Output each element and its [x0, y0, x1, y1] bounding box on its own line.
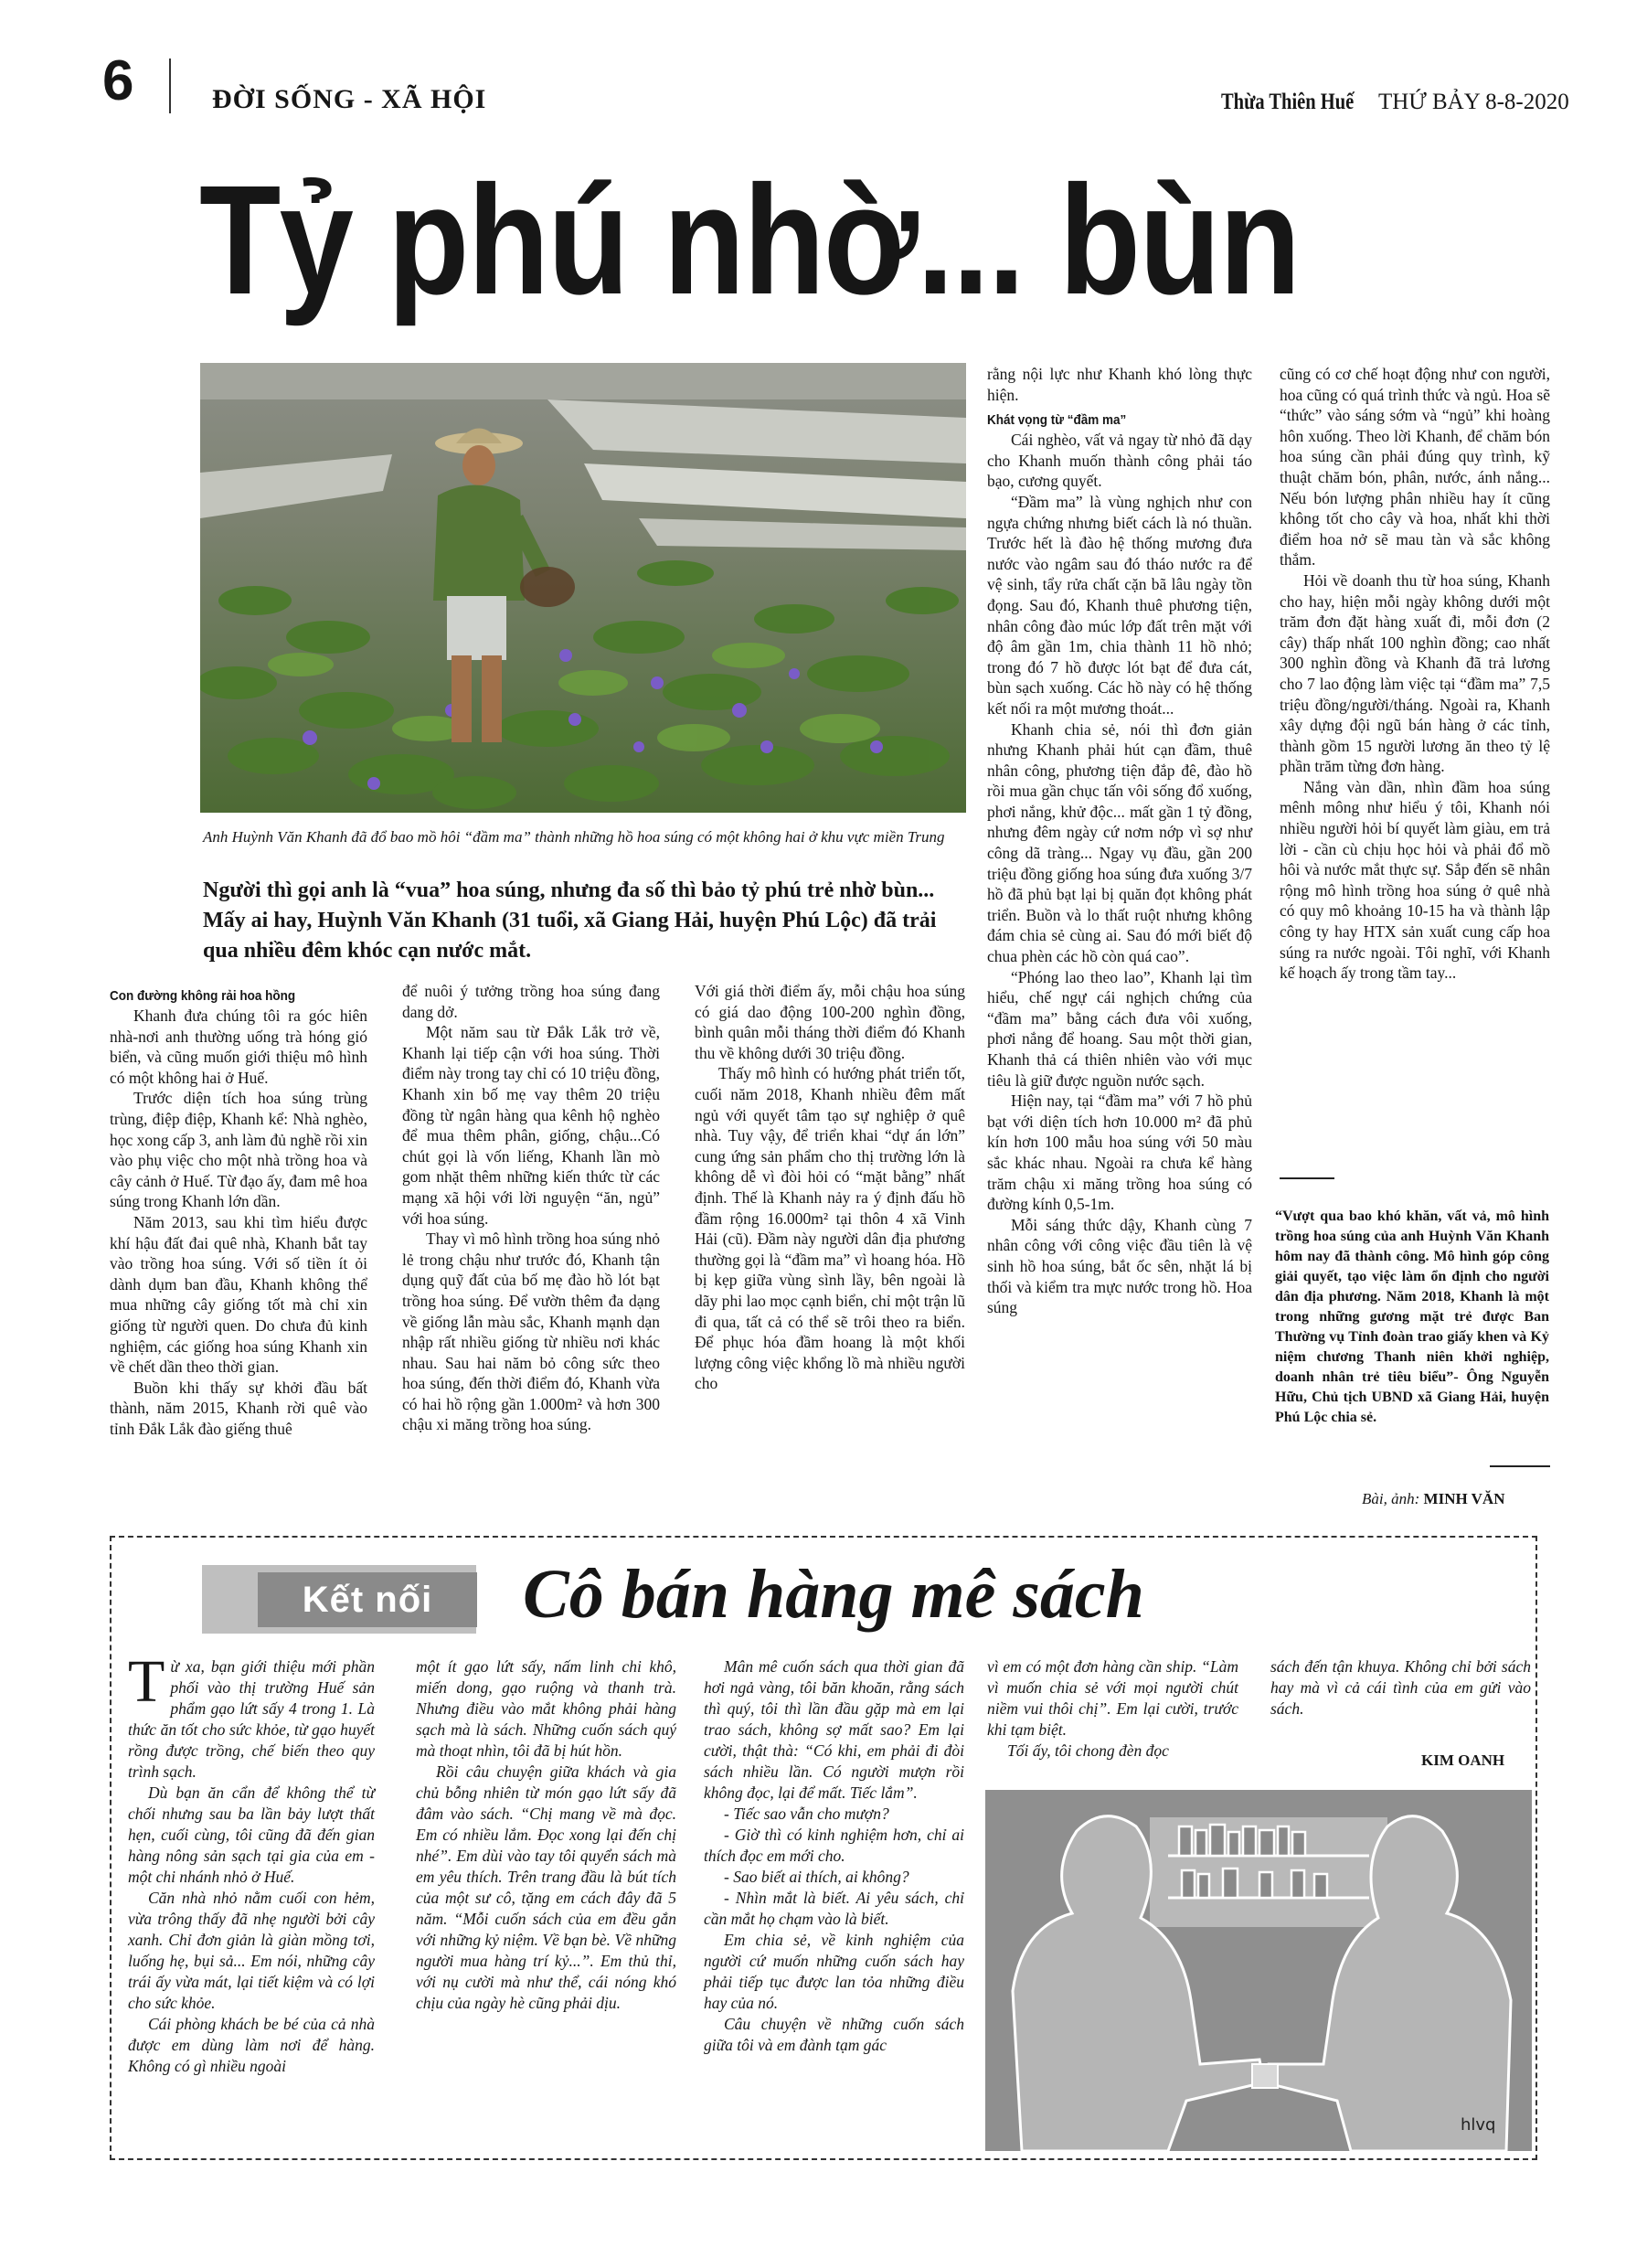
paragraph: Hiện nay, tại “đầm ma” với 7 hồ phủ bạt với diện tích hơn 10.000 m² đã phủ kín hơn 100 mẫu hoa súng với 50 màu sắc khác nhau. Ngoài ra chưa kể hàng trăm chậu xi măng trồng hoa súng có đường kính 0,5-1m. — [987, 1091, 1252, 1214]
issue-date: THỨ BẢY 8-8-2020 — [1378, 90, 1569, 114]
paragraph: - Tiếc sao vẫn cho mượn? — [724, 1805, 889, 1823]
paragraph: Hỏi về doanh thu từ hoa súng, Khanh cho hay, hiện mỗi ngày không dưới một trăm đơn đặt hàng xuất đi, mỗi đơn (2 cây) thấp nhất 100 nghìn đồng; cao nhất 300 nghìn đồng và Khanh đã trả lương cho 7 lao động làm việc tại “đầm ma” 7,5 triệu đồng/người/tháng. Ngoài ra, Khanh xây dựng đội ngũ bán hàng ở các tỉnh, thành gồm 15 người lương ăn theo tỷ lệ phần trăm từng đơn hàng. — [1280, 570, 1550, 776]
subheading-2: Khát vọng từ “đầm ma” — [987, 412, 1127, 429]
box-column-1 — [128, 1648, 375, 2077]
box-column-2 — [416, 1656, 676, 2014]
article-lead: Người thì gọi anh là “vua” hoa súng, nhưng đa số thì bảo tỷ phú trẻ nhờ bùn... Mấy ai hay, Huỳnh Văn Khanh (31 tuổi, xã Giang Hải, huyện Phú Lộc) đã trải qua nhiều đêm khóc cạn nước mắt. — [203, 878, 937, 963]
paragraph: Mỗi sáng thức dậy, Khanh cùng 7 nhân công với công việc đầu tiên là vệ sinh hồ hoa súng, bắt ốc sên, nhặt lá bị thối và kiểm tra mực nước trong hồ. Hoa súng — [987, 1215, 1252, 1317]
article-column-5 — [1280, 364, 1550, 984]
article-column-2 — [402, 981, 660, 1435]
paragraph: Mân mê cuốn sách qua thời gian đã hơi ngả vàng, tôi băn khoăn, rằng sách thì quý, tôi thì lần đầu gặp mà em lại trao sách, không sợ mất sao? Em lại cười, thật thà: “Có khi, em phải đi đòi sách nhiều lần. Có người mượn rồi không đọc, lại để mất. Tiếc lắm”. — [704, 1657, 964, 1802]
paragraph: “Đầm ma” là vùng nghịch như con ngựa chứng nhưng biết cách là nó thuần. Trước hết là đào hệ thống mương đưa nước vào ngâm sau đó tháo nước ra để vệ sinh, tẩy rửa chất cặn bã lâu ngày tồn đọng. Sau đó, Khanh thuê phương tiện, nhân công đào múc lớp đất trên mặt với độ âm gần 1m, chia thành 11 hồ nhỏ; trong đó 7 hồ được lót bạt để đưa cát, bùn sạch xuống. Các hồ này có hệ thống kết nối ra một mương thoát... — [987, 492, 1252, 718]
section-title: ĐỜI SỐNG - XÃ HỘI — [212, 84, 487, 114]
headline: Tỷ phú nhờ... bùn — [199, 154, 1300, 327]
byline-author: MINH VĂN — [1423, 1490, 1505, 1507]
paragraph: rằng nội lực như Khanh khó lòng thực hiện. — [987, 365, 1252, 404]
paragraph: sách đến tận khuya. Không chỉ bởi sách hay mà vì cả cái tình của em gửi vào sách. — [1270, 1657, 1531, 1718]
paragraph: Căn nhà nhỏ nằm cuối con hẻm, vừa trông thấy đã nhẹ người bởi cây xanh. Chỉ đơn giản là giàn mồng tơi, luống hẹ, bụi sả... Em nói, những cây trái ấy vừa mát, lại tiết kiệm và có lợi cho sức khỏe. — [128, 1889, 375, 2012]
illustration-book-exchange — [985, 1790, 1532, 2151]
paragraph: Thấy mô hình có hướng phát triển tốt, cuối năm 2018, Khanh nhiều đêm mất ngủ với quyết tâm tạo sự nghiệp ở quê nhà. Tuy vậy, để triển khai “dự án lớn” cung ứng sản phẩm cho thị trường lớn là không dễ vì đòi hỏi có “mặt bằng” nhất định. Thế là Khanh nảy ra ý định đấu hồ đầm rộng 16.000m² tại thôn 4 xã Vinh Hải (cũ). Đầm này người dân địa phương thường gọi là “đầm ma” vì hoang hóa. Hồ bị kẹp giữa vùng sình lầy, bên ngoài là dãy phi lao mọc cạnh biển, chỉ một trận lũ đi qua, tất cả có thể sẽ trôi theo ra biển. Để phục hóa đầm hoang là một khối lượng công việc khổng lồ mà nhiều người cho — [695, 1064, 965, 1393]
illustration-signature: hlvq — [1461, 2115, 1496, 2135]
byline — [1362, 1490, 1504, 1508]
paragraph: Dù bạn ăn cẩn để không thể từ chối nhưng sau ba lần bảy lượt thất hẹn, cuối cùng, tôi cũng đã đến gian hàng nông sản sạch tại gia của em - một chi nhánh nhỏ ở Huế. — [128, 1784, 375, 1886]
subheading-1: Con đường không rải hoa hồng — [110, 988, 296, 1004]
paragraph: “Phóng lao theo lao”, Khanh lại tìm hiểu, chế ngự cái nghịch chứng của “đầm ma” bằng cách đưa vôi xuống, phơi nắng để hoang. Sau một thời gian, Khanh thả cá thiên nhiên vào với mục tiêu là giữ được nguồn nước sạch. — [987, 967, 1252, 1090]
article-column-4 — [987, 364, 1252, 1318]
box-author: KIM OANH — [1421, 1752, 1505, 1769]
paragraph: Thay vì mô hình trồng hoa súng nhỏ lẻ trong chậu như trước đó, Khanh tận dụng quỹ đất của bố mẹ đào hồ lót bạt trồng hoa súng. Để vườn thêm đa dạng về giống lẫn màu sắc, Khanh mạnh dạn nhập rất nhiều giống từ nhiều nơi khác nhau. Sau hai năm bỏ công sức theo hoa súng, đến thời điểm đó, Khanh vừa có hai hồ rộng gần 1.000m² và hơn 300 chậu xi măng trồng hoa súng. — [402, 1230, 660, 1434]
paragraph: Em chia sẻ, về kinh nghiệm của người cứ muốn những cuốn sách hay phải tiếp tục được lan tỏa những điều hay của nó. — [704, 1931, 964, 2012]
paragraph: Một năm sau từ Đắk Lắk trở về, Khanh lại tiếp cận với hoa súng. Thời điểm này trong tay chỉ có 10 triệu đồng, Khanh xin bố mẹ vay thêm 20 triệu đồng từ ngân hàng qua kênh hộ nghèo để mua thêm phân, giống, chậu...Có chút gọi là vốn liếng, Khanh lần mò gom nhặt thêm những kiến thức từ các mạng xã hội với lời nguyện “ăn, ngủ” với hoa súng. — [402, 1023, 660, 1228]
paragraph: Với giá thời điểm ấy, mỗi chậu hoa súng có giá dao động 100-200 nghìn đồng, bình quân mỗi tháng thời điểm đó Khanh thu về không dưới 30 triệu đồng. — [695, 982, 965, 1062]
box-column-4 — [987, 1656, 1238, 1762]
paragraph: Buồn khi thấy sự khởi đầu bất thành, năm 2015, Khanh rời quê vào tỉnh Đắk Lắk đào giếng thuê — [110, 1378, 367, 1438]
box-column-3 — [704, 1656, 964, 2056]
newspaper-brand: Thừa Thiên Huế — [1221, 90, 1355, 114]
byline-prefix: Bài, ảnh: — [1362, 1490, 1420, 1507]
paragraph: Nắng vàn dần, nhìn đầm hoa súng mênh mông như hiểu ý tôi, Khanh nói nhiều người hỏi bí quyết làm giàu, em trả lời - cần cù chịu học hỏi và phải đổ mồ hôi và nước mắt thực sự. Sắp đến sẽ nhân rộng mô hình trồng hoa súng ở quê nhà có quy mô khoảng 10-15 ha và thành lập công ty hay HTX sản xuất cung cấp hoa súng ra nước ngoài. Tôi nghĩ, với Khanh kế hoạch ấy trong tầm tay... — [1280, 777, 1550, 983]
paragraph — [128, 1648, 375, 1783]
paragraph: Rồi câu chuyện giữa khách và gia chủ bỗng nhiên từ món gạo lứt sấy đã đâm vào sách. “Chị mang về mà đọc. Em có nhiều lắm. Đọc xong lại đến chị nhé”. Em dùi vào tay tôi quyển sách mà em yêu thích. Trên trang đầu là bút tích của một sư cô, tặng em cách đây đã 5 năm. “Mỗi cuốn sách của em đều gắn với những kỷ niệm. Về bạn bè. Về những người mua hàng trí kỷ...”. Em thủ thỉ, với nụ cười mà như thể, cái nóng khó chịu của ngày hè cũng phải dịu. — [416, 1762, 676, 2012]
photo-illustration — [200, 363, 966, 813]
divider — [1280, 1177, 1334, 1179]
header-divider — [169, 59, 171, 113]
drop-cap: T — [128, 1648, 165, 1715]
pull-quote: “Vượt qua bao khó khăn, vất vả, mô hình trồng hoa súng của anh Huỳnh Văn Khanh hôm nay đã thành công. Mô hình góp công giải quyết, tạo việc làm ổn định cho người dân địa phương. Năm 2018, Khanh là một trong những gương mặt trẻ được Ban Thường vụ Tỉnh đoàn trao giấy khen và Kỷ niệm chương Thanh niên khởi nghiệp, doanh nhân trẻ tiêu biểu”- Ông Nguyễn Hữu, Chủ tịch UBND xã Giang Hải, huyện Phú Lộc chia sẻ. — [1275, 1209, 1549, 1425]
paragraph: Năm 2013, sau khi tìm hiểu được khí hậu đất đai quê nhà, Khanh bắt tay vào trồng hoa súng. Với số tiền ít ỏi dành dụm ban đầu, Khanh không thể mua những cây giống tốt mà chỉ xin giống từ người quen. Do chưa đủ kinh nghiệm, các giống hoa súng Khanh xin về chết dần theo thời gian. — [110, 1212, 367, 1377]
paragraph-text: ừ xa, bạn giới thiệu mới phần phối vào thị trường Huế sản phẩm gạo lứt sấy 4 trong 1. Là thức ăn tốt cho sức khỏe, từ gạo huyết rồng được trồng, chế biến theo quy trình sạch. — [128, 1657, 375, 1781]
paragraph: một ít gạo lứt sấy, nấm linh chi khô, miến dong, gạo ruộng và thanh trà. Nhưng điều vào mắt không phải hàng sạch mà là sách. Những cuốn sách quý mà thoạt nhìn, tôi đã bị hút hồn. — [416, 1657, 676, 1760]
article-column-3 — [695, 981, 965, 1394]
article-column-1 — [110, 988, 367, 1439]
paragraph: Câu chuyện về những cuốn sách giữa tôi và em đành tạm gác — [704, 2015, 964, 2054]
ket-noi-label: Kết nối — [258, 1572, 477, 1627]
paragraph: để nuôi ý tưởng trồng hoa súng đang dang dở. — [402, 982, 660, 1021]
paragraph: - Sao biết ai thích, ai không? — [724, 1868, 909, 1886]
paragraph: cũng có cơ chế hoạt động như con người, hoa cũng có quá trình thức và ngủ. Hoa sẽ “thức” vào sáng sớm và “ngủ” khi hoàng hôn xuống. Theo lời Khanh, để chăm bón hoa súng cần phải đúng quy trình, kỹ thuật chăm bón, phân, nước, ánh nắng... Nếu bón lượng phân nhiều hay ít cũng không tốt cho cây và hoa, nhất khi thời điểm hoa nở sẽ mau tàn và sắc không thắm. — [1280, 365, 1550, 570]
paragraph: Tối ấy, tôi chong đèn đọc — [1007, 1741, 1169, 1760]
page-number: 6 — [102, 49, 134, 112]
divider — [1490, 1465, 1550, 1467]
paragraph: Trước diện tích hoa súng trùng trùng, điệp điệp, Khanh kể: Nhà nghèo, học xong cấp 3, anh làm đủ nghề rồi xin vào phụ việc cho một nhà trồng hoa và cây cảnh ở Huế. Từ đạo ấy, đam mê hoa súng trong Khanh lớn dần. — [110, 1089, 367, 1211]
illustration-drawing — [985, 1790, 1532, 2151]
box-title: Cô bán hàng mê sách — [523, 1556, 1144, 1633]
paragraph: Khanh chia sẻ, nói thì đơn giản nhưng Khanh phải hút cạn đầm, thuê nhân công, phương tiện đắp đê, đào hồ rồi mua gần chục tấn vôi sống đổ xuống, phơi nắng, khử độc... mất gần 1 tỷ đồng, nhưng đêm ngày cứ nơm nớp vì sợ như công dã tràng... Ngay vụ đầu, gần 200 triệu đồng giống hoa súng đưa xuống 3/7 hồ đã phủ bạt lại bị quăn đọt không phát triển. Buồn và lo thất ruột nhưng không đám chia sẻ cùng ai. Sau đó mới biết độ chua phèn các hồ còn quá cao”. — [987, 719, 1252, 966]
photo-caption: Anh Huỳnh Văn Khanh đã đổ bao mồ hôi “đầm ma” thành những hồ hoa súng có một không hai ở khu vực miền Trung — [203, 828, 945, 846]
photo-farmer-water-lilies — [200, 363, 966, 813]
paragraph: - Giờ thì có kinh nghiệm hơn, chỉ ai thích đọc em mới cho. — [704, 1826, 964, 1865]
paragraph: Cái phòng khách be bé của cả nhà được em dùng làm nơi để hàng. Không có gì nhiều ngoài — [128, 2015, 375, 2075]
paragraph: vì em có một đơn hàng cần ship. “Làm vì muốn chia sẻ với mọi người chút niềm vui thôi chị”. Em lại cười, trước khi tạm biệt. — [987, 1657, 1238, 1739]
paragraph: Khanh đưa chúng tôi ra góc hiên nhà-nơi anh thường uống trà hóng gió biển, và cũng muốn giới thiệu mô hình có một không hai ở Huế. — [110, 1006, 367, 1087]
paragraph: - Nhìn mắt là biết. Ai yêu sách, chỉ cần mắt họ chạm vào là biết. — [704, 1889, 964, 1928]
paragraph: Cái nghèo, vất vả ngay từ nhỏ đã dạy cho Khanh muốn thành công phải táo bạo, cương quyết. — [987, 431, 1252, 491]
box-column-5 — [1270, 1656, 1531, 1720]
